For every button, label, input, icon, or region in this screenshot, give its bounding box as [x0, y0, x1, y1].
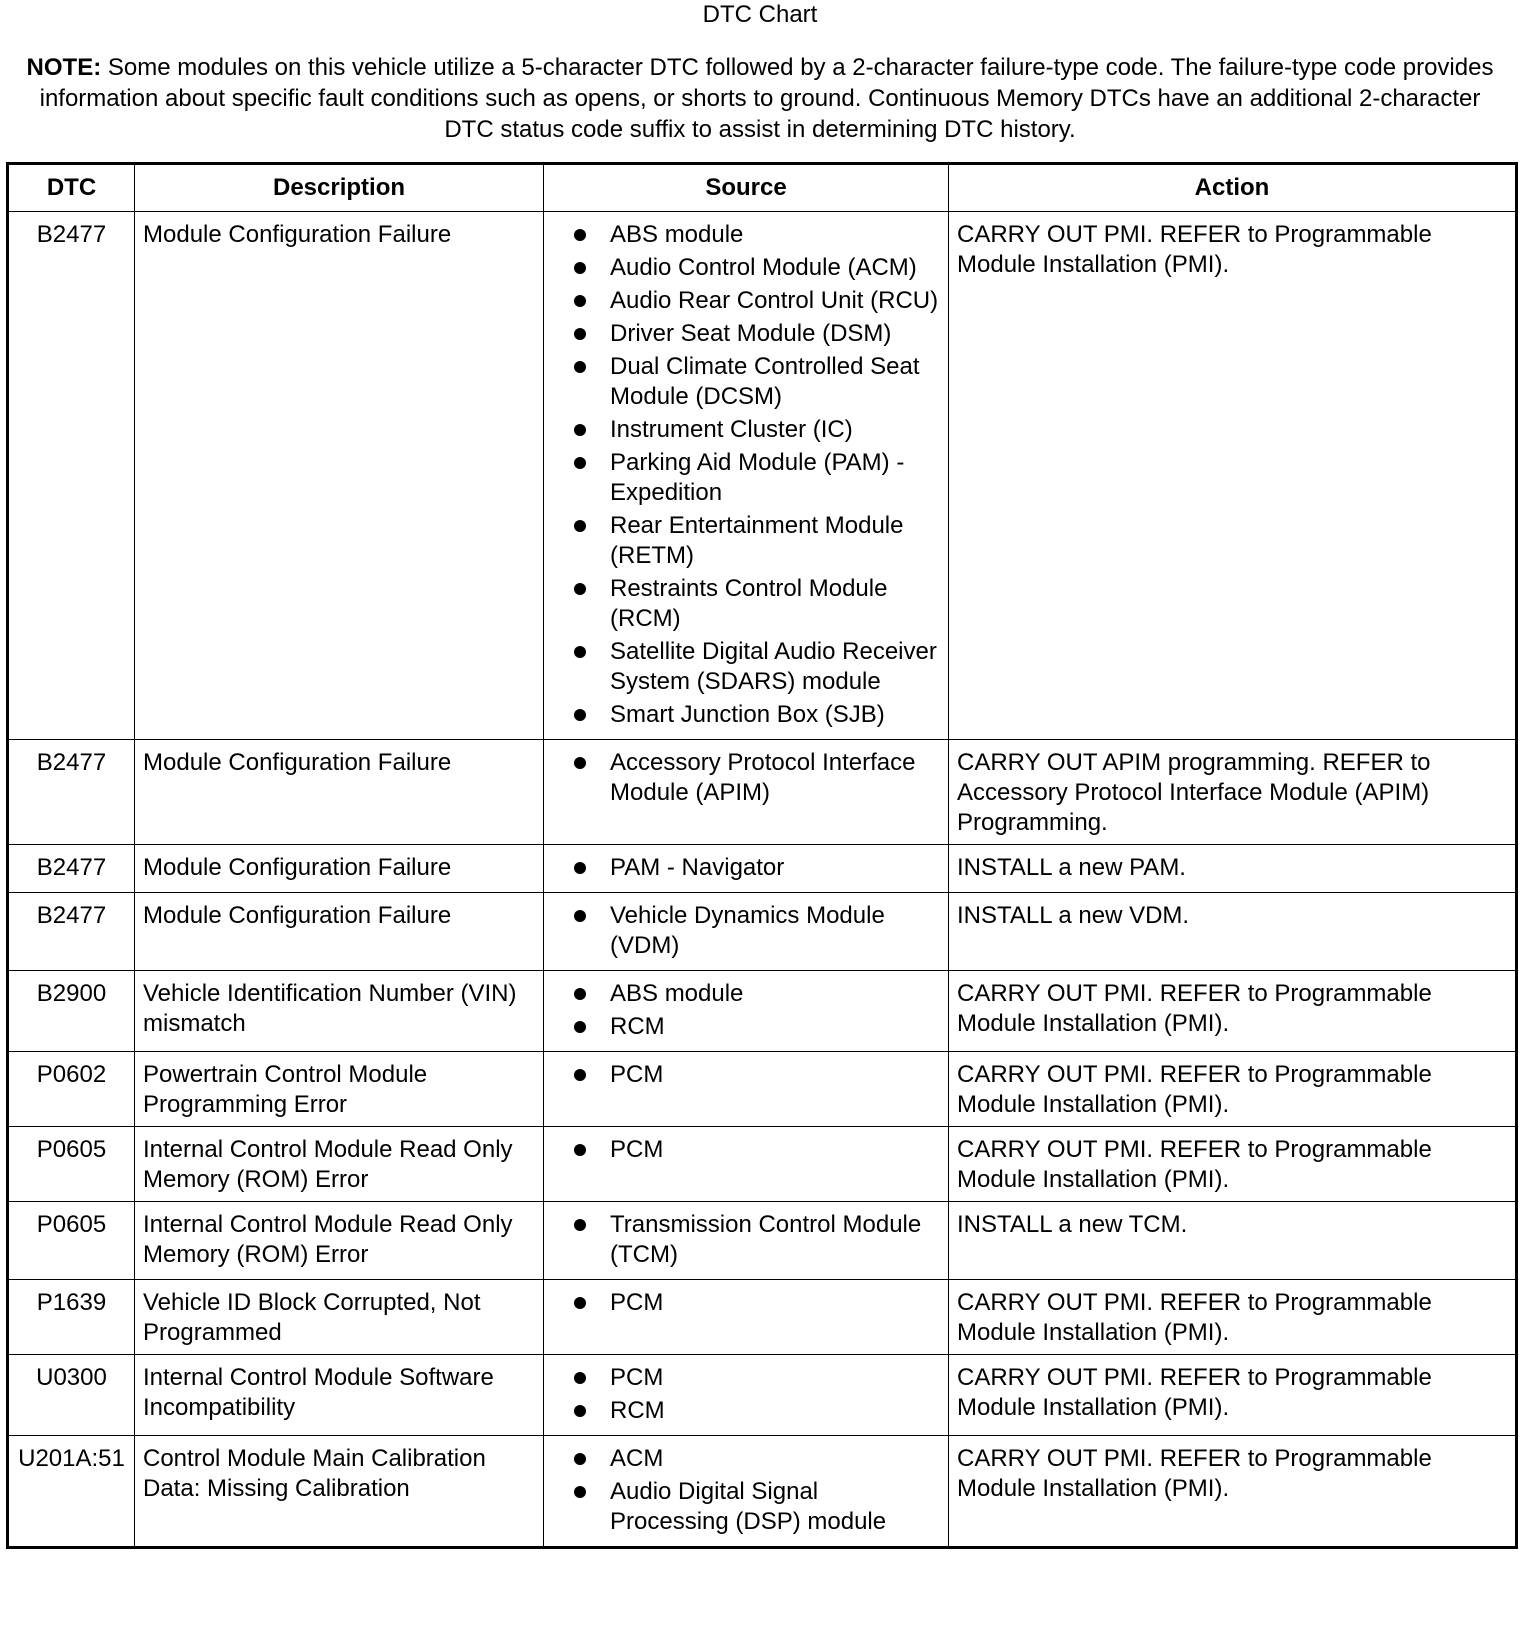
source-item: Audio Control Module (ACM) — [574, 253, 940, 283]
source-item: Dual Climate Controlled Seat Module (DCSM) — [574, 352, 940, 412]
cell-description: Module Configuration Failure — [135, 845, 544, 893]
table-row — [8, 1355, 1517, 1436]
source-list — [552, 1444, 940, 1537]
source-list — [552, 1363, 940, 1426]
source-item: RCM — [574, 1396, 940, 1426]
cell-description: Module Configuration Failure — [135, 893, 544, 971]
source-list — [552, 748, 940, 808]
table-row — [8, 1280, 1517, 1355]
cell-source — [544, 845, 949, 893]
cell-source — [544, 740, 949, 845]
cell-dtc: B2477 — [8, 845, 135, 893]
cell-description: Internal Control Module Software Incompatibility — [135, 1355, 544, 1436]
cell-description: Module Configuration Failure — [135, 740, 544, 845]
cell-description: Control Module Main Calibration Data: Missing Calibration — [135, 1436, 544, 1548]
cell-dtc: P1639 — [8, 1280, 135, 1355]
cell-description: Module Configuration Failure — [135, 212, 544, 740]
header-action: Action — [949, 164, 1517, 212]
source-list — [552, 1210, 940, 1270]
source-list — [552, 1135, 940, 1165]
dtc-table — [6, 162, 1518, 1549]
source-item: Driver Seat Module (DSM) — [574, 319, 940, 349]
cell-source — [544, 1280, 949, 1355]
table-row — [8, 1127, 1517, 1202]
cell-dtc: B2477 — [8, 212, 135, 740]
cell-dtc: B2900 — [8, 971, 135, 1052]
table-row — [8, 1436, 1517, 1548]
source-item: Rear Entertainment Module (RETM) — [574, 511, 940, 571]
table-row — [8, 212, 1517, 740]
source-item: Parking Aid Module (PAM) - Expedition — [574, 448, 940, 508]
cell-source — [544, 971, 949, 1052]
table-row — [8, 1052, 1517, 1127]
cell-action: CARRY OUT PMI. REFER to Programmable Module Installation (PMI). — [949, 1052, 1517, 1127]
source-item: PCM — [574, 1135, 940, 1165]
table-row — [8, 845, 1517, 893]
cell-description: Internal Control Module Read Only Memory (ROM) Error — [135, 1127, 544, 1202]
source-item: Instrument Cluster (IC) — [574, 415, 940, 445]
cell-description: Vehicle Identification Number (VIN) mismatch — [135, 971, 544, 1052]
table-row — [8, 893, 1517, 971]
cell-action: CARRY OUT PMI. REFER to Programmable Module Installation (PMI). — [949, 1355, 1517, 1436]
cell-dtc: U201A:51 — [8, 1436, 135, 1548]
table-row — [8, 740, 1517, 845]
header-dtc: DTC — [8, 164, 135, 212]
cell-description: Powertrain Control Module Programming Error — [135, 1052, 544, 1127]
note-text: Some modules on this vehicle utilize a 5-character DTC followed by a 2-character failure-type code. The failure-type code provides information about specific fault conditions such as opens, or shorts to ground. Continuous Memory DTCs have an additional 2-character DTC status code suffix to assist in determining DTC history. — [39, 54, 1494, 143]
cell-action: CARRY OUT PMI. REFER to Programmable Module Installation (PMI). — [949, 212, 1517, 740]
source-item: PCM — [574, 1363, 940, 1393]
source-list — [552, 220, 940, 730]
source-item: Vehicle Dynamics Module (VDM) — [574, 901, 940, 961]
source-item: Smart Junction Box (SJB) — [574, 700, 940, 730]
cell-dtc: B2477 — [8, 740, 135, 845]
cell-source — [544, 1355, 949, 1436]
cell-description: Vehicle ID Block Corrupted, Not Programmed — [135, 1280, 544, 1355]
source-item: Satellite Digital Audio Receiver System (SDARS) module — [574, 637, 940, 697]
cell-action: CARRY OUT PMI. REFER to Programmable Module Installation (PMI). — [949, 1280, 1517, 1355]
page-title: DTC Chart — [702, 1, 818, 28]
note-label: NOTE: — [26, 54, 102, 81]
cell-description: Internal Control Module Read Only Memory (ROM) Error — [135, 1202, 544, 1280]
source-list — [552, 901, 940, 961]
cell-dtc: P0602 — [8, 1052, 135, 1127]
table-row — [8, 971, 1517, 1052]
cell-action: INSTALL a new PAM. — [949, 845, 1517, 893]
source-list — [552, 1288, 940, 1318]
source-item: PCM — [574, 1060, 940, 1090]
cell-source — [544, 1052, 949, 1127]
header-source: Source — [544, 164, 949, 212]
cell-source — [544, 1127, 949, 1202]
cell-action: CARRY OUT PMI. REFER to Programmable Module Installation (PMI). — [949, 971, 1517, 1052]
source-list — [552, 979, 940, 1042]
source-item: ABS module — [574, 979, 940, 1009]
cell-action: CARRY OUT PMI. REFER to Programmable Module Installation (PMI). — [949, 1127, 1517, 1202]
source-item: Transmission Control Module (TCM) — [574, 1210, 940, 1270]
cell-dtc: P0605 — [8, 1127, 135, 1202]
source-item: Audio Rear Control Unit (RCU) — [574, 286, 940, 316]
cell-dtc: P0605 — [8, 1202, 135, 1280]
source-item: RCM — [574, 1012, 940, 1042]
cell-action: INSTALL a new TCM. — [949, 1202, 1517, 1280]
source-list — [552, 1060, 940, 1090]
source-item: ACM — [574, 1444, 940, 1474]
source-item: Restraints Control Module (RCM) — [574, 574, 940, 634]
table-row — [8, 1202, 1517, 1280]
source-item: ABS module — [574, 220, 940, 250]
cell-source — [544, 893, 949, 971]
source-item: PCM — [574, 1288, 940, 1318]
header-description: Description — [135, 164, 544, 212]
cell-source — [544, 1436, 949, 1548]
cell-action: CARRY OUT PMI. REFER to Programmable Module Installation (PMI). — [949, 1436, 1517, 1548]
cell-source — [544, 1202, 949, 1280]
cell-dtc: U0300 — [8, 1355, 135, 1436]
note-paragraph — [14, 52, 1506, 145]
source-item: Audio Digital Signal Processing (DSP) module — [574, 1477, 940, 1537]
cell-action: INSTALL a new VDM. — [949, 893, 1517, 971]
table-header-row — [8, 164, 1517, 212]
cell-action: CARRY OUT APIM programming. REFER to Accessory Protocol Interface Module (APIM) Programming. — [949, 740, 1517, 845]
source-item: Accessory Protocol Interface Module (APIM) — [574, 748, 940, 808]
table-body — [8, 212, 1517, 1548]
source-item: PAM - Navigator — [574, 853, 940, 883]
cell-dtc: B2477 — [8, 893, 135, 971]
cell-source — [544, 212, 949, 740]
source-list — [552, 853, 940, 883]
